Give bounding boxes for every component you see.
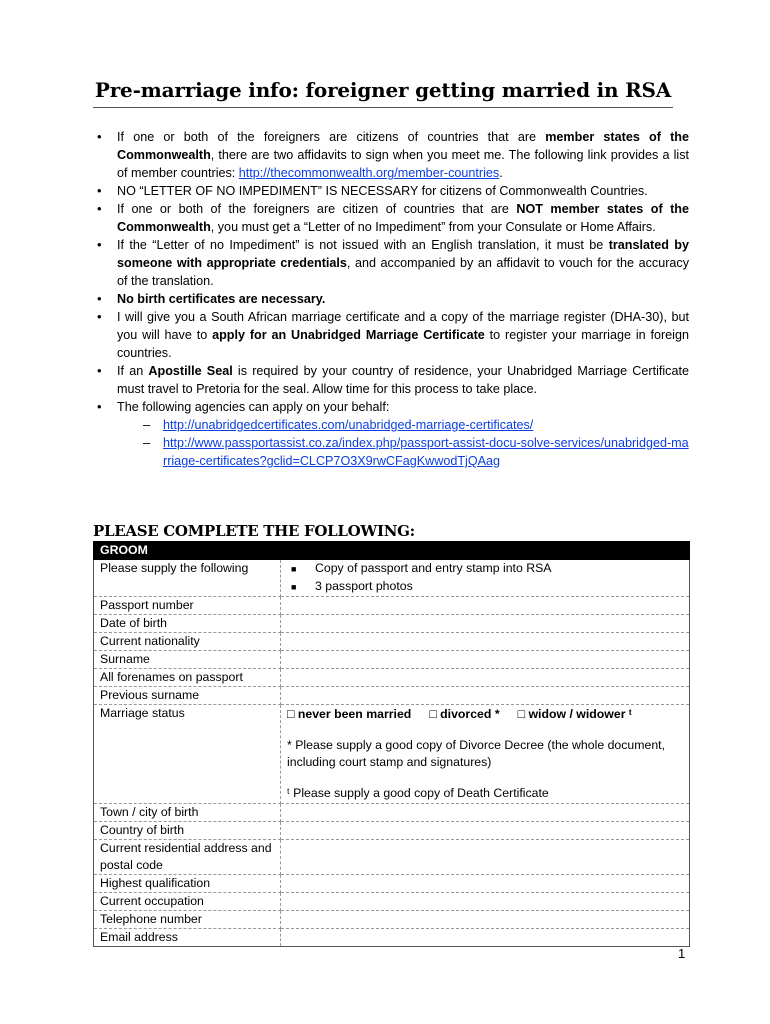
- page-number: 1: [678, 946, 686, 961]
- table-row: [94, 669, 690, 687]
- field-input[interactable]: [281, 893, 690, 911]
- field-label: Country of birth: [94, 822, 281, 840]
- field-label: Current occupation: [94, 893, 281, 911]
- agency-link[interactable]: http://www.passportassist.co.za/index.php/passport-assist-docu-solve-services/unabridged-marriage-certificates?gclid=CLCP7O3X9rwCFagKwwodTjQAag: [163, 436, 689, 468]
- field-label: Passport number: [94, 597, 281, 615]
- text: is required by your country of residence, your Unabridged Marriage Certificate must travel to Pretoria for the seal. Allow time for this process to take place.: [117, 364, 689, 396]
- marriage-option-checkbox[interactable]: □ divorced *: [429, 707, 500, 721]
- table-row: [94, 929, 690, 947]
- marriage-option-checkbox[interactable]: □ never been married: [287, 707, 412, 721]
- field-label: Email address: [94, 929, 281, 947]
- list-item: [93, 236, 689, 290]
- field-label: Current residential address and postal code: [94, 840, 281, 875]
- marriage-option-checkbox[interactable]: □ widow / widower ᵗ: [517, 707, 632, 721]
- table-row: [94, 687, 690, 705]
- section-title: PLEASE COMPLETE THE FOLLOWING:: [93, 522, 415, 540]
- table-row: [94, 804, 690, 822]
- agency-item: [141, 434, 689, 470]
- field-input[interactable]: [281, 669, 690, 687]
- field-input[interactable]: [281, 633, 690, 651]
- field-label: Date of birth: [94, 615, 281, 633]
- info-list: [93, 128, 689, 470]
- bullet-icon: ■: [291, 564, 297, 574]
- text: No birth certificates are necessary.: [117, 292, 326, 306]
- field-label: Marriage status: [94, 705, 281, 804]
- table-row: [94, 875, 690, 893]
- field-label: Telephone number: [94, 911, 281, 929]
- divorce-note: * Please supply a good copy of Divorce Decree (the whole document, including court stamp and signatures): [287, 738, 665, 769]
- table-row: [94, 615, 690, 633]
- text: , you must get a “Letter of no Impediment” from your Consulate or Home Affairs.: [210, 220, 656, 234]
- field-label: Current nationality: [94, 633, 281, 651]
- groom-form-table: [93, 541, 690, 947]
- text: If one or both of the foreigners are citizens of countries that are: [117, 130, 546, 144]
- text: The following agencies can apply on your behalf:: [117, 400, 390, 414]
- text: member states of the Commonwealth: [117, 130, 689, 162]
- text: , there are two affidavits to sign when you meet me. The following link provides a list of member countries:: [117, 148, 689, 180]
- field-input[interactable]: [281, 615, 690, 633]
- table-row: [94, 911, 690, 929]
- table-row: [94, 633, 690, 651]
- field-input[interactable]: [281, 911, 690, 929]
- link[interactable]: http://thecommonwealth.org/member-countries: [238, 166, 500, 180]
- field-input[interactable]: [281, 705, 690, 804]
- field-input[interactable]: [281, 875, 690, 893]
- agency-link[interactable]: http://unabridgedcertificates.com/unabridged-marriage-certificates/: [163, 418, 534, 432]
- list-item: [93, 398, 689, 470]
- list-item: [93, 290, 689, 308]
- list-item: [93, 128, 689, 182]
- text: NO “LETTER OF NO IMPEDIMENT” IS NECESSARY for citizens of Commonwealth Countries.: [117, 184, 648, 198]
- table-row: [94, 651, 690, 669]
- text: If one or both of the foreigners are citizen of countries that are: [117, 202, 517, 216]
- table-row: [94, 893, 690, 911]
- marriage-status-row: [94, 705, 690, 804]
- field-input[interactable]: [281, 929, 690, 947]
- field-input[interactable]: [281, 804, 690, 822]
- text: If an: [117, 364, 149, 378]
- field-label: Town / city of birth: [94, 804, 281, 822]
- field-label: All forenames on passport: [94, 669, 281, 687]
- field-label: Highest qualification: [94, 875, 281, 893]
- text: If the “Letter of no Impediment” is not issued with an English translation, it must be: [117, 238, 609, 252]
- field-input[interactable]: [281, 597, 690, 615]
- text: .: [499, 166, 503, 180]
- field-input[interactable]: [281, 560, 690, 597]
- text: NOT member states of the Commonwealth: [117, 202, 689, 234]
- text: apply for an Unabridged Marriage Certificate: [212, 328, 485, 342]
- field-input[interactable]: [281, 651, 690, 669]
- text: Apostille Seal: [148, 364, 233, 378]
- list-item: [93, 308, 689, 362]
- text: translated by someone with appropriate credentials: [117, 238, 689, 270]
- field-input[interactable]: [281, 687, 690, 705]
- page-title: Pre-marriage info: foreigner getting married in RSA: [93, 78, 673, 108]
- field-input[interactable]: [281, 822, 690, 840]
- list-item: [93, 362, 689, 398]
- section-header: GROOM: [94, 542, 690, 560]
- supply-item: ■ 3 passport photos: [287, 578, 683, 596]
- field-label: Previous surname: [94, 687, 281, 705]
- field-label: Surname: [94, 651, 281, 669]
- list-item: [93, 200, 689, 236]
- text: I will give you a South African marriage certificate and a copy of the marriage register (DHA-30), but you will have to: [117, 310, 689, 342]
- text: to register your marriage in foreign countries.: [117, 328, 689, 360]
- death-note: ᵗ Please supply a good copy of Death Certificate: [287, 786, 549, 800]
- supply-item: ■ Copy of passport and entry stamp into RSA: [287, 560, 683, 578]
- list-item: [93, 182, 689, 200]
- supply-row: [94, 560, 690, 597]
- field-input[interactable]: [281, 840, 690, 875]
- table-row: [94, 597, 690, 615]
- agency-item: [141, 416, 689, 434]
- text: , and accompanied by an affidavit to vouch for the accuracy of the translation.: [117, 256, 689, 288]
- field-label: Please supply the following: [94, 560, 281, 597]
- bullet-icon: ■: [291, 582, 297, 592]
- table-row: [94, 840, 690, 875]
- table-row: [94, 822, 690, 840]
